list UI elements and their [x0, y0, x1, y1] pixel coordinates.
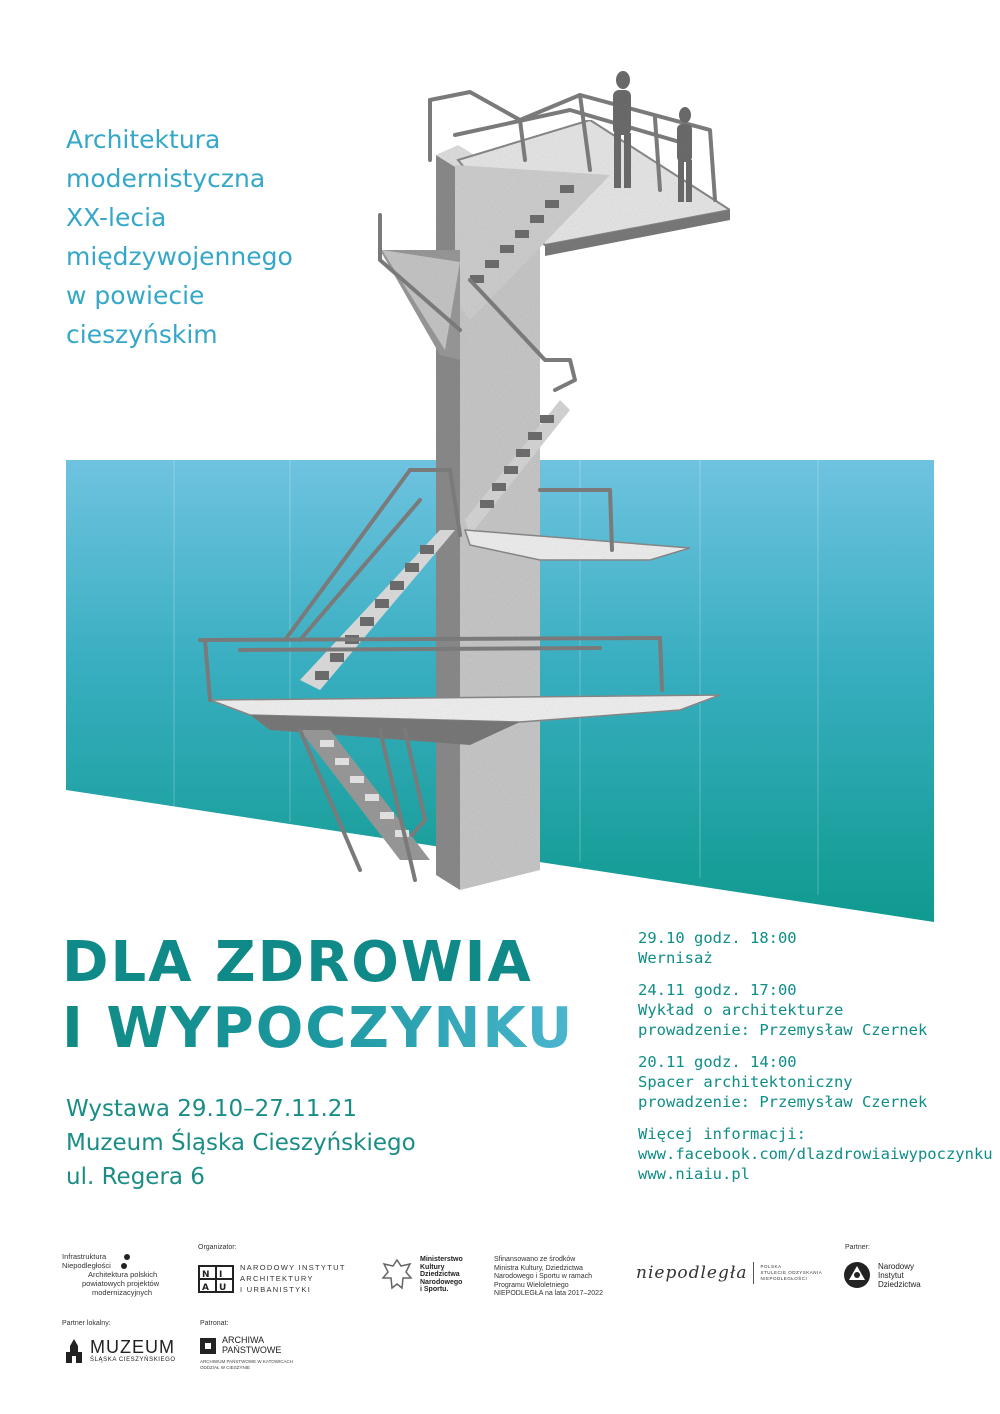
logo-text: Sfinansowano ze środków — [494, 1256, 576, 1263]
logo-text: NIEPODLEGŁA na lata 2017–2022 — [494, 1290, 603, 1297]
niepodlegla-logo — [636, 1262, 822, 1284]
event-host: prowadzenie: Przemysław Czernek — [638, 1021, 928, 1039]
nid-logo — [842, 1260, 921, 1290]
nid-mark-icon — [842, 1260, 872, 1290]
logo-text: Narodowy — [878, 1261, 915, 1271]
logo-text: Ministra Kultury, Dziedzictwa — [494, 1264, 583, 1272]
event-item — [638, 928, 968, 968]
logo-text: Niepodległości — [62, 1261, 111, 1270]
exhibition-dates: Wystawa 29.10–27.11.21 — [66, 1096, 358, 1122]
subtitle-line: cieszyńskim — [66, 320, 218, 349]
svg-text:A: A — [202, 1282, 209, 1293]
more-info-label: Więcej informacji: — [638, 1125, 806, 1143]
subtitle-line: XX-lecia — [66, 203, 167, 232]
subtitle-line: Architektura — [66, 125, 221, 154]
facebook-link[interactable]: www.facebook.com/dlazdrowiaiwypoczynku — [638, 1145, 993, 1163]
logo-text: ARCHIWA — [222, 1335, 265, 1345]
subtitle-line: międzywojennego — [66, 242, 293, 271]
logo-text: Architektura polskich — [88, 1270, 158, 1279]
exhibition-subtitle — [66, 120, 396, 354]
logo-text: Instytut — [878, 1270, 904, 1280]
events-list — [638, 928, 993, 1184]
partner-label: Partner: — [845, 1244, 870, 1251]
exhibition-info — [66, 1092, 416, 1194]
infrastruktura-logo — [62, 1252, 187, 1297]
logo-text: ARCHIWUM PAŃSTWOWE W KATOWICACH — [200, 1359, 293, 1364]
eagle-emblem-icon — [380, 1256, 414, 1294]
subtitle-line: modernistyczna — [66, 164, 266, 193]
event-item — [638, 980, 968, 1040]
event-date: 24.11 godz. 17:00 — [638, 981, 797, 999]
ministerstwo-logo — [380, 1256, 463, 1294]
logo-text: ARCHITEKTURY — [240, 1274, 314, 1283]
exhibition-venue: Muzeum Śląska Cieszyńskiego — [66, 1130, 416, 1156]
svg-text:N: N — [202, 1269, 210, 1280]
logo-text: NARODOWY INSTYTUT — [240, 1263, 346, 1272]
logo-text: PAŃSTWOWE — [222, 1344, 282, 1355]
logo-text: Ministerstwo — [420, 1256, 463, 1264]
organizer-label: Organizator: — [198, 1244, 237, 1251]
event-date: 29.10 godz. 18:00 — [638, 929, 797, 947]
more-info — [638, 1124, 993, 1184]
logo-text: powiatowych projektów — [82, 1279, 160, 1288]
muzeum-logo — [64, 1338, 176, 1364]
svg-text:U: U — [219, 1282, 227, 1293]
logo-text: Infrastruktura — [62, 1252, 107, 1261]
logo-text: i Sportu. — [420, 1286, 449, 1294]
logo-text: Programu Wieloletniego — [494, 1281, 569, 1289]
website-link[interactable]: www.niaiu.pl — [638, 1165, 750, 1183]
logo-text: Narodowego i Sportu w ramach — [494, 1273, 593, 1280]
logo-text: I URBANISTYKI — [240, 1285, 312, 1294]
logo-text: ODDZIAŁ W CIESZYNIE — [200, 1365, 251, 1370]
event-item — [638, 1052, 968, 1112]
exhibition-address: ul. Regera 6 — [66, 1164, 205, 1190]
logo-text: modernizacyjnych — [92, 1288, 153, 1297]
dot-icon — [124, 1254, 130, 1260]
heading-line-2: I WYPOCZYNKU — [62, 996, 575, 1061]
logo-text: Narodowego — [420, 1278, 463, 1286]
logo-text: Kultury — [420, 1263, 445, 1271]
logo-text: POLSKA — [760, 1264, 782, 1269]
logo-text: Dziedzictwa — [878, 1279, 921, 1289]
niaiu-mark-icon — [198, 1265, 234, 1293]
logo-text: ŚLĄSKA CIESZYŃSKIEGO — [90, 1357, 176, 1363]
event-title: Wykład o architekturze — [638, 1001, 844, 1019]
archiwa-logo — [200, 1336, 293, 1371]
logo-text: Dziedzictwa — [420, 1271, 460, 1279]
local-partner-label: Partner lokalny: — [62, 1320, 111, 1327]
event-title: Wernisaż — [638, 949, 713, 967]
svg-text:I: I — [219, 1269, 223, 1280]
event-date: 20.11 godz. 14:00 — [638, 1053, 797, 1071]
tower-icon — [64, 1338, 84, 1364]
logo-text: NIEPODLEGŁOŚCI — [760, 1276, 808, 1281]
logo-text: niepodległa — [636, 1263, 748, 1283]
logo-text: MUZEUM — [90, 1337, 175, 1357]
patronat-label: Patronat: — [200, 1320, 229, 1327]
logo-text: STULECIE ODZYSKANIA — [760, 1270, 823, 1275]
event-title: Spacer architektoniczny — [638, 1073, 853, 1091]
dot-icon — [121, 1263, 127, 1269]
funding-note — [494, 1256, 603, 1299]
archiwa-mark-icon — [200, 1338, 216, 1354]
niaiu-logo — [198, 1262, 346, 1295]
divider — [753, 1262, 754, 1284]
subtitle-line: w powiecie — [66, 281, 205, 310]
heading-line-1: DLA ZDROWIA — [62, 930, 533, 995]
main-heading — [62, 930, 574, 1062]
event-host: prowadzenie: Przemysław Czernek — [638, 1093, 928, 1111]
